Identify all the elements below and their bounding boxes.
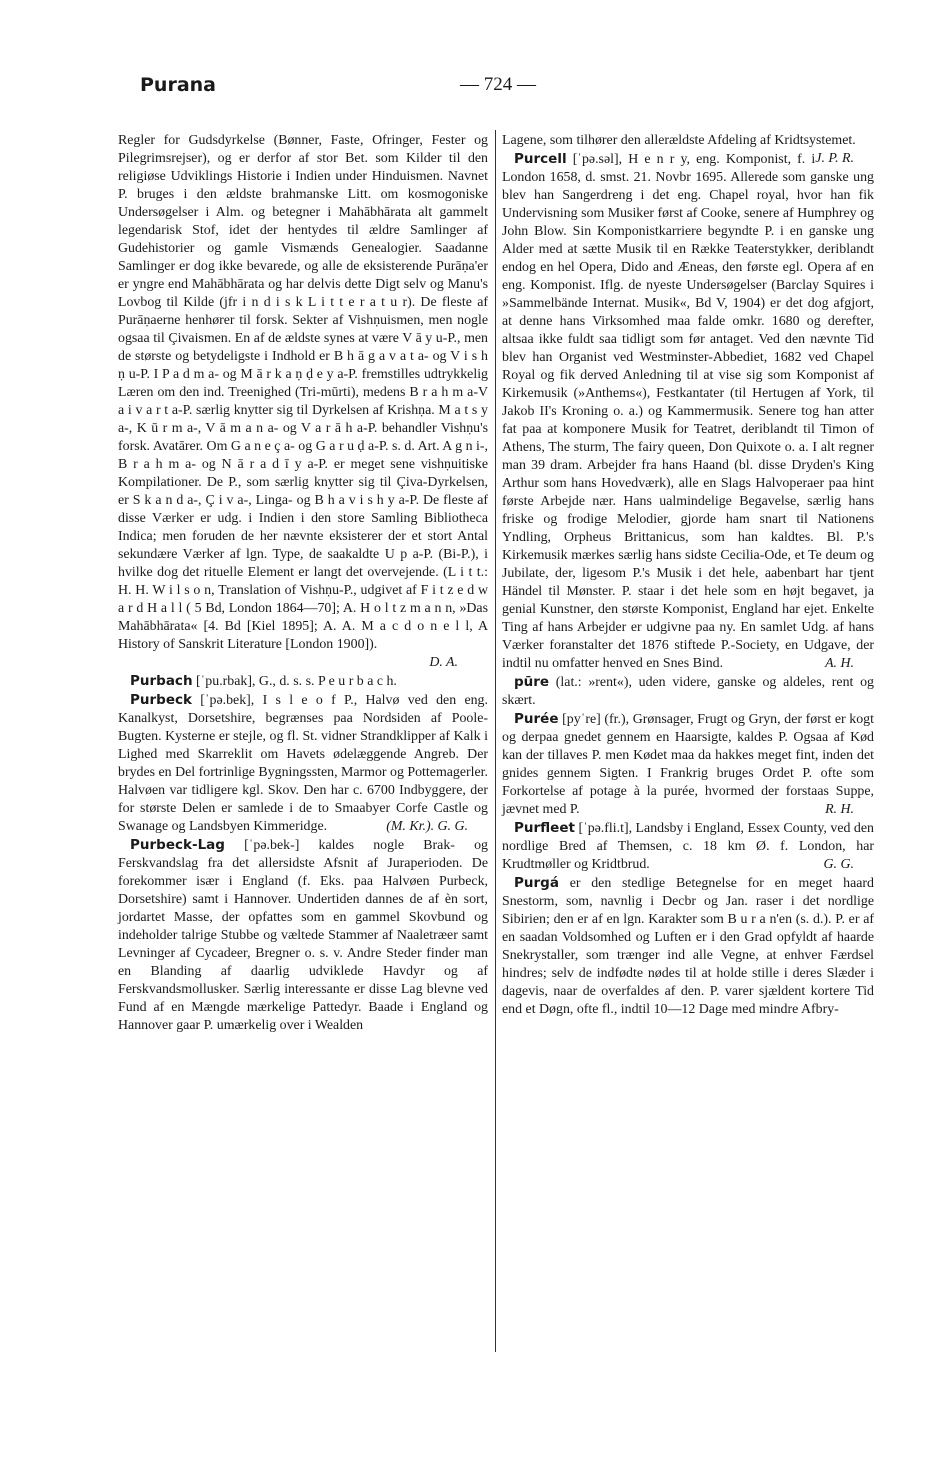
entry-purbach-text: [ˈpu.rbak], G., d. s. s. P e u r b a c h.	[196, 674, 397, 689]
entry-pure	[502, 673, 874, 710]
purbeck-lag-signature: J. P. R.	[815, 151, 854, 166]
left-column	[118, 132, 488, 1035]
headword-purbeck: Purbeck	[130, 692, 192, 708]
puree-signature: R. H.	[825, 802, 854, 817]
headword-purga: Purgá	[514, 875, 559, 891]
purana-signature: D. A.	[429, 655, 458, 670]
headword-purbach: Purbach	[130, 673, 193, 689]
entry-purga-text: er den stedlige Betegnelse for en meget haard Snestorm, som, navnlig i Decbr og Jan. raser i det nordlige Sibirien; den er af en lgn. Karakter som B u r a n'en (s. d.). P. er af en saadan Voldsomhed og Luften er i den Grad opfyldt af haarde Snekrystaller, som trænger ind alle Vegne, at enhver Færdsel hindres; selv de indfødte nødes til at holde stille i deres Slæder i dagevis, naar de overfaldes af den. P. varer sjældent kortere Tid end et Døgn, ofte fl., indtil 10—12 Dage med mindre Afbry-	[502, 876, 874, 1017]
headword-pure: pūre	[514, 674, 550, 690]
entry-purcell-text: [ˈpə.səl], H e n r y, eng. Komponist, f. i London 1658, d. smst. 21. Novbr 1695. Allerede som ganske ung blev han Sangerdreng i det eng. Chapel royal, hvor han fik Undervisning som Musiker først af Cooke, senere af Humphrey og John Blow. Sin Komponistkarriere begyndte P. i en ganske ung Alder med at sætte Musik til en Række Teaterstykker, deriblandt endog en hel Opera, Dido and Æneas, den første egl. Opera af en eng. Komponist. Iflg. de nyeste Undersøgelser (Barclay Squires i »Sammelbände Internat. Musik«, Bd V, 1904) er det dog afgjort, at denne hans Virksomhed maa falde omkr. 1680 og derefter, altsaa ikke fuldt saa tidligt som før antaget. Ved den nævnte Tid blev han Organist ved Westminster-Abbediet, 1682 ved Chapel Royal og fik derved Anledning til at vise sig som Komponist af Kirkemusik (»Anthems«), Festkantater (til Hertugen af York, til Jakob II's Kroning o. a.) og Kammermusik. Senere tog han atter fat paa at komponere Musik for Teatret, deriblandt til Timon of Athens, The sturm, The fairy queen, Don Quixote o. a. I alt regner man 39 dram. Arbejder fra hans Haand (bl. disse Dryden's King Arthur som hans Hovedværk), alle en Slags Halvoperaer paa hint første Arbejde nær. Hans ualmindelige Begavelse, særlig hans friske og frodige Melodier, gjorde ham snart til Nationens Yndling, Orpheus Brittanicus, som han kaldtes. Bl. P.'s Kirkemusik mærkes særlig hans sidste Cecilia-Ode, et Te deum og Jubilate, der, ligesom P.'s Musik i det hele, aabenbart har tjent Händel til Mønster. P. staar i det hele som en højt begavet, ja genial Kunstner, den største Komponist, England har ejet. Enkelte Ting af hans Arbejder er udgivne paa ny. En samlet Udg. af hans Værker foranstalter det 1876 stiftede P.-Society, en Udgave, der indtil nu omfatter henved en Snes Bind.	[502, 152, 874, 671]
headword-puree: Purée	[514, 711, 559, 727]
purbeck-signature: (M. Kr.). G. G.	[386, 819, 468, 834]
entry-purbeck	[118, 691, 488, 836]
entry-purbach	[118, 672, 488, 691]
entry-purbeck-text: [ˈpə.bek], I s l e o f P., Halvø ved den eng. Kanalkyst, Dorsetshire, begrænses paa Nordsiden af Poole-Bugten. Kysterne er stejle, og fl. St. vidner Strandklipper af Kalk i Lighed med Skarreklit om Havets ødelæggende Angreb. Der brydes en Del fortrinlige Bygningssten, Marmor og Pottemagerler. Halvøen var tidligere kgl. Skov. Den har c. 6700 Indbyggere, der for største Delen er samlede i de to Smaabyer Corfe Castle og Swanage og Landsbyen Kimmeridge.	[118, 693, 488, 834]
headword-purbeck-lag: Purbeck-Lag	[130, 837, 225, 853]
purana-continuation: Regler for Gudsdyrkelse (Bønner, Faste, Ofringer, Fester og Pilegrimsrejser), og er derfor af stor Bet. som Kilder til den religiøse Udviklings Historie i Indien under Hinduismen. Navnet P. bruges i den ældste brahmanske Litt. om kosmogoniske Undersøgelser i Alm. og betegner i Mahābhārata alt gammelt legendarisk Stof, idet der hentydes til ældre Samlinger af Gudehistorier og gamle Vismænds Genealogier. Saadanne Samlinger er dog ikke bevarede, og alle de eksisterende Purāṇa'er er yngre end Mahābhārata og har delvis dette Digt selv og Manu's Lovbog til Kilde (jfr i n d i s k L i t t e r a t u r). De fleste af Purāṇaerne henhører til forsk. Sekter af Vishṇuismen, men nogle ogsaa til Çivaismen. En af de ældste synes at være V ā y u-P., men de største og betydeligste i Indhold er B h ā g a v a t a- og V i s h ṇ u-P. I P a d m a- og M ā r k a ṇ ḍ e y a-P. fremstilles udtrykkelig Læren om den ind. Treenighed (Tri-mūrti), medens B r a h m a-V a i v a r t a-P. særlig knytter sig til Dyrkelsen af Krishṇa. M a t s y a-, K ū r m a-, V ā m a n a- og V a r ā h a-P. behandler Vishṇu's forsk. Avatārer. Om G a n e ç a- og G a r u ḍ a-P. s. d. Art. A g n i-, B r a h m a- og N ā r a d ī y a-P. er meget sene vishṇuitiske Kompilationer. De P., som særlig knytter sig til Çiva-Dyrkelsen, er S k a n d a-, Ç i v a-, Linga- og B h a v i s h y a-P. De fleste af disse Værker er udg. i Indien i den store Samling Bibliotheca Indica; men foruden de her nævnte eksisterer der et stort Antal sekundære Værker af lgn. Type, de saakaldte U p a-P. (Bi-P.), i hvilke dog det rituelle Element er langt det overvejende. (L i t t.: H. H. W i l s o n, Translation of Vishṇu-P., udgivet af F i t z e d w a r d H a l l ( 5 Bd, London 1864—70]; A. H o l t z m a n n, »Das Mahābhārata« [4. Bd [Kiel 1895]; A. A. M a c d o n e l l, A History of Sanskrit Literature [London 1900]).	[118, 133, 488, 652]
purcell-signature: A. H.	[825, 656, 854, 671]
purbeck-lag-continuation-text: Lagene, som tilhører den allerældste Afdeling af Kridtsystemet.	[502, 133, 856, 148]
headword-purfleet: Purfleet	[514, 820, 575, 836]
entry-purbeck-lag-text: [ˈpə.bek-] kaldes nogle Brak- og Ferskvandslag fra det allersidste Afsnit af Juraperioden. De forekommer især i England (f. Eks. paa Halvøen Purbeck, Dorsetshire) samt i Hannover. Undertiden dannes de af èn sort, jordartet Masse, der opfattes som en gammel Skovbund og indeholder talrige Stubbe og væltede Stammer af Naaletræer samt Levninger af Cycadeer, Bregner o. s. v. Andre Steder finder man en Blanding af daarlig udviklede Havdyr og af Ferskvandsmollusker. Særlig interessante er disse Lag blevne ved Fund af en Mængde mærkelige Pattedyr. Baade i England og Hannover gaar P. umærkelig over i Wealden	[118, 838, 488, 1033]
entry-purcell	[502, 150, 874, 673]
page-header	[140, 74, 876, 104]
column-divider	[495, 130, 496, 1352]
entry-purga	[502, 874, 874, 1019]
running-head: Purana	[140, 74, 216, 96]
entry-purfleet	[502, 819, 874, 874]
entry-puree	[502, 710, 874, 819]
entry-puree-text: [pyˈre] (fr.), Grønsager, Frugt og Gryn, der først er kogt og derpaa gnedet gennem en Haarsigte, kaldes P. Ogsaa af Kød kan der tillaves P. men Kødet maa da hakkes meget fint, inden det gnides gennem Sigten. I Frankrig bruges Ordet P. ofte som Forkortelse af potage à la purée, hvormed der forstaas Suppe, jævnet med P.	[502, 712, 874, 817]
page-number: — 724 —	[460, 74, 536, 95]
entry-pure-text: (lat.: »rent«), uden videre, ganske og aldeles, rent og skært.	[502, 675, 874, 708]
headword-purcell: Purcell	[514, 151, 567, 167]
right-column	[502, 132, 874, 1019]
purfleet-signature: G. G.	[823, 857, 854, 872]
entry-purbeck-lag	[118, 836, 488, 1035]
entry-purfleet-text: [ˈpə.fli.t], Landsby i England, Essex County, ved den nordlige Bred af Themsen, c. 18 km Ø. f. London, har Krudtmøller og Kridtbrud.	[502, 821, 874, 872]
